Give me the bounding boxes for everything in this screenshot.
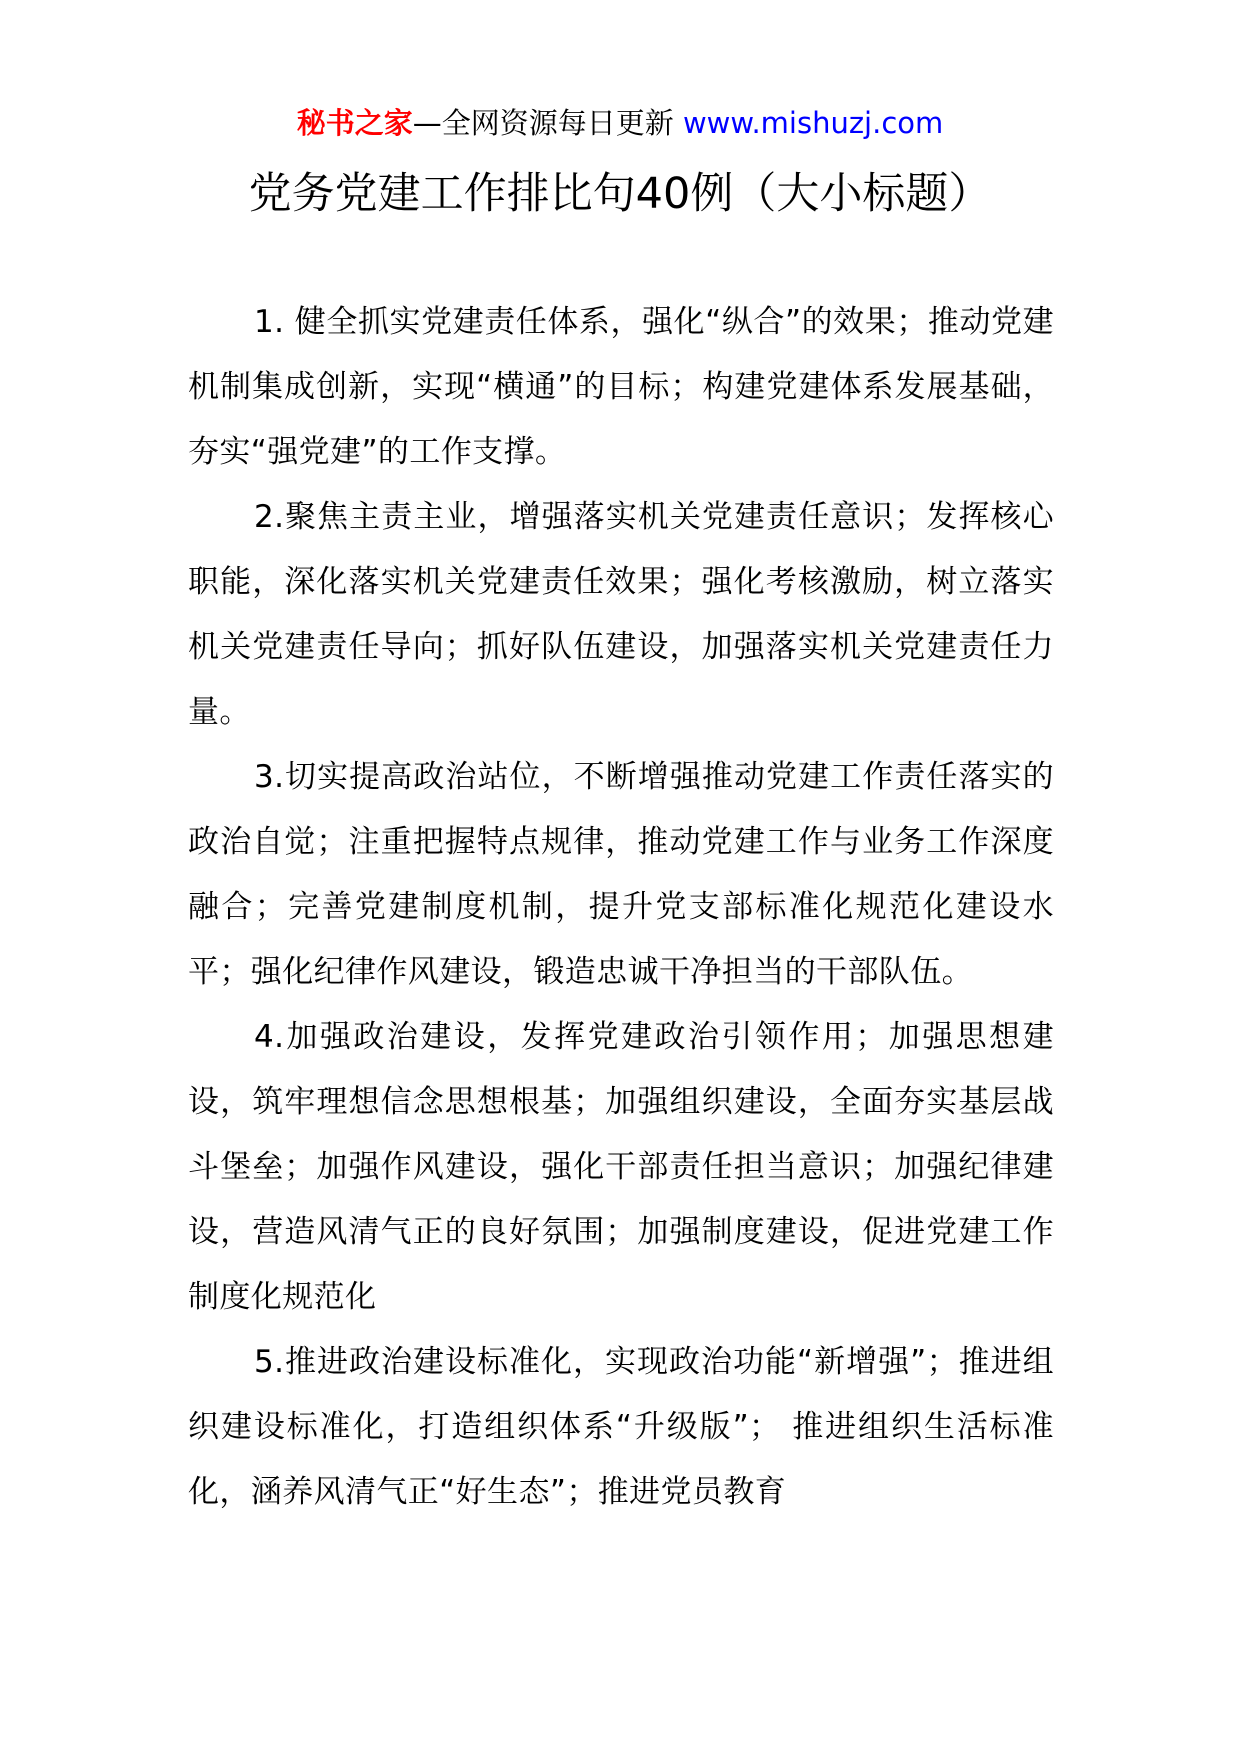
brand-name: 秘书之家 — [296, 106, 413, 140]
paragraph-1: 1. 健全抓实党建责任体系，强化“纵合”的效果；推动党建机制集成创新，实现“横通”的目标；构建党建体系发展基础，夯实“强党建”的工作支撑。 — [188, 304, 1054, 470]
site-url[interactable]: www.mishuzj.com — [682, 106, 944, 140]
paragraph-5: 5.推进政治建设标准化，实现政治功能“新增强”；推进组织建设标准化，打造组织体系“升级版”； 推进组织生活标准化，涵养风清气正“好生态”；推进党员教育 — [188, 1344, 1054, 1510]
paragraph-2: 2.聚焦主责主业，增强落实机关党建责任意识；发挥核心职能，深化落实机关党建责任效果；强化考核激励，树立落实机关党建责任导向；抓好队伍建设，加强落实机关党建责任力量。 — [188, 499, 1054, 730]
paragraph-3: 3.切实提高政治站位，不断增强推动党建工作责任落实的政治自觉；注重把握特点规律，推动党建工作与业务工作深度融合；完善党建制度机制，提升党支部标准化规范化建设水平；强化纪律作风建设，锻造忠诚干净担当的干部队伍。 — [188, 759, 1054, 990]
site-tagline: —全网资源每日更新 — [412, 106, 674, 140]
site-header — [0, 102, 1240, 144]
document-body — [188, 290, 1054, 1525]
document-title: 党务党建工作排比句40例（大小标题） — [248, 169, 992, 219]
paragraph-4: 4.加强政治建设，发挥党建政治引领作用；加强思想建设，筑牢理想信念思想根基；加强组织建设，全面夯实基层战斗堡垒；加强作风建设，强化干部责任担当意识；加强纪律建设，营造风清气正的良好氛围；加强制度建设，促进党建工作制度化规范化 — [188, 1019, 1054, 1315]
